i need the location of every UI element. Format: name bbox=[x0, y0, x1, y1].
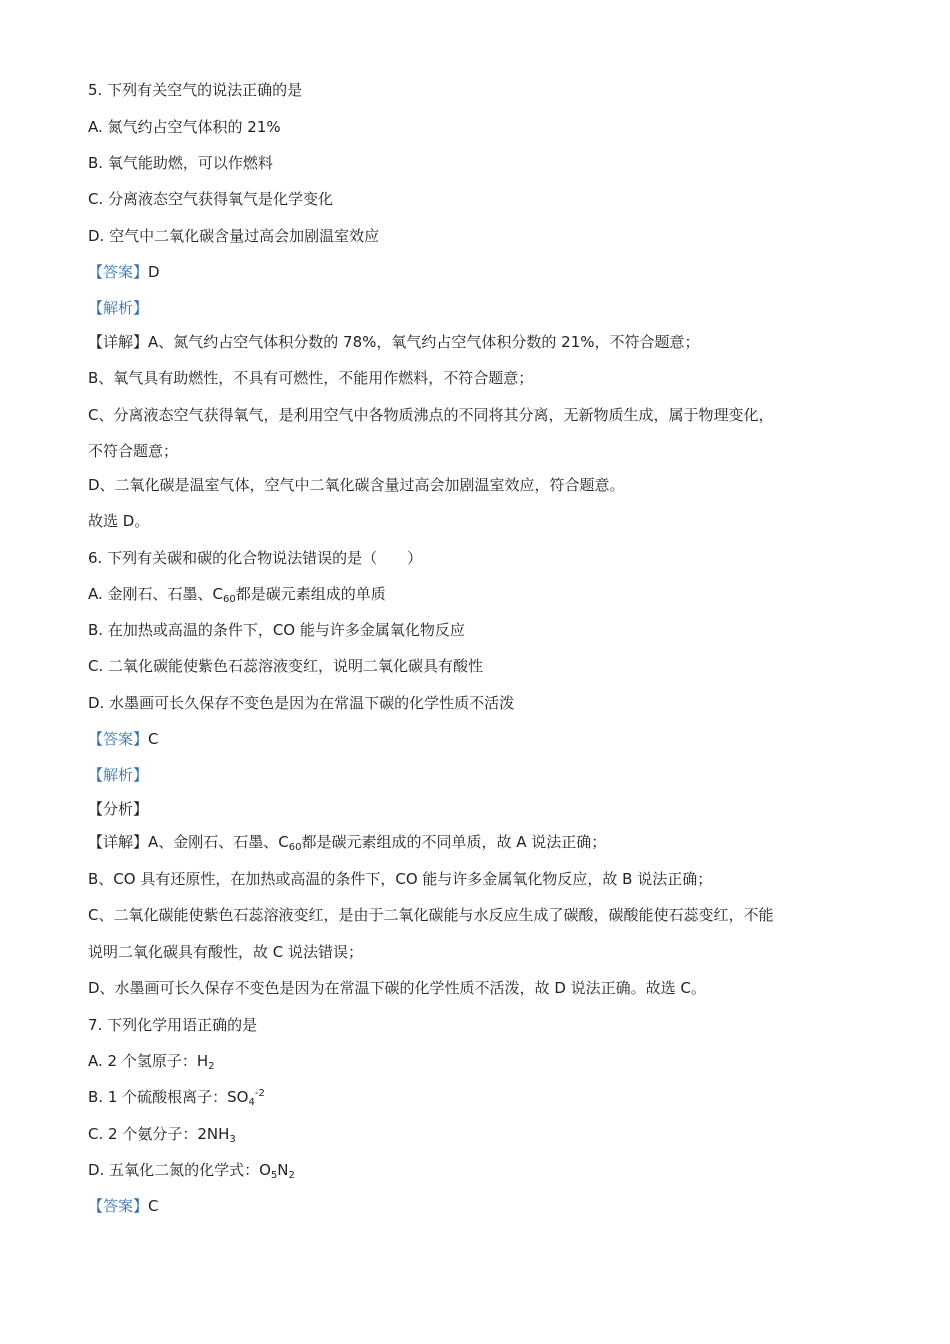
q7-option-b bbox=[88, 1087, 265, 1107]
q5-option-b: B. 氧气能助燃，可以作燃料 bbox=[88, 154, 273, 172]
q5-detail-d: D、二氧化碳是温室气体，空气中二氧化碳含量过高会加剧温室效应，符合题意。 bbox=[88, 476, 625, 494]
subscript: 2 bbox=[288, 1170, 295, 1181]
q5-detail-c2: 不符合题意； bbox=[88, 442, 179, 460]
q7-option-c bbox=[88, 1124, 236, 1144]
q6-detail-d: D、水墨画可长久保存不变色是因为在常温下碳的化学性质不活泼，故 D 说法正确。故选 C。 bbox=[88, 979, 706, 997]
q5-option-c: C. 分离液态空气获得氧气是化学变化 bbox=[88, 190, 334, 208]
detail-text: A、金刚石、石墨、C bbox=[148, 833, 289, 851]
detail-text: A、氮气约占空气体积分数的 78%，氧气约占空气体积分数的 21%，不符合题意； bbox=[148, 333, 700, 351]
q6-option-c: C. 二氧化碳能使紫色石蕊溶液变红，说明二氧化碳具有酸性 bbox=[88, 657, 484, 675]
q7-option-d bbox=[88, 1160, 295, 1180]
q6-detail-c1: C、二氧化碳能使紫色石蕊溶液变红，是由于二氧化碳能与水反应生成了碳酸，碳酸能使石蕊变红，不能 bbox=[88, 906, 774, 924]
q5-option-a: A. 氮气约占空气体积的 21% bbox=[88, 118, 281, 136]
answer-value: C bbox=[148, 730, 159, 748]
subscript: 5 bbox=[270, 1170, 278, 1181]
subscript: 60 bbox=[288, 842, 302, 853]
option-text: D. 五氧化二氮的化学式：O bbox=[88, 1161, 271, 1179]
q5-option-d: D. 空气中二氧化碳含量过高会加剧温室效应 bbox=[88, 227, 380, 245]
q7-stem: 7. 下列化学用语正确的是 bbox=[88, 1016, 258, 1034]
option-text: C. 2 个氨分子：2NH bbox=[88, 1125, 230, 1143]
q6-option-b: B. 在加热或高温的条件下，CO 能与许多金属氧化物反应 bbox=[88, 621, 465, 639]
q5-conclusion: 故选 D。 bbox=[88, 512, 150, 530]
subscript: 2 bbox=[208, 1061, 215, 1072]
option-text: 都是碳元素组成的单质 bbox=[235, 585, 386, 603]
option-text: A. 2 个氢原子：H bbox=[88, 1052, 209, 1070]
q6-option-a bbox=[88, 584, 386, 604]
q6-jiexi-tag: 【解析】 bbox=[88, 766, 149, 784]
q5-detail-b: B、氧气具有助燃性，不具有可燃性，不能用作燃料，不符合题意； bbox=[88, 369, 534, 387]
subscript: 60 bbox=[223, 594, 236, 605]
answer-tag: 【答案】 bbox=[88, 1197, 149, 1215]
answer-value: C bbox=[148, 1197, 159, 1215]
q7-option-a bbox=[88, 1051, 215, 1071]
detail-text: 都是碳元素组成的不同单质，故 A 说法正确； bbox=[301, 833, 607, 851]
q6-stem: 6. 下列有关碳和碳的化合物说法错误的是（ ） bbox=[88, 549, 423, 567]
q5-answer bbox=[88, 262, 160, 282]
answer-value: D bbox=[148, 263, 160, 281]
q6-fenxi-tag: 【分析】 bbox=[88, 800, 149, 818]
detail-tag: 【详解】 bbox=[88, 333, 149, 351]
answer-tag: 【答案】 bbox=[88, 730, 149, 748]
option-text: A. 金刚石、石墨、C bbox=[88, 585, 224, 603]
subscript: 4 bbox=[248, 1097, 255, 1108]
q5-jiexi-tag: 【解析】 bbox=[88, 299, 149, 317]
q6-detail-c2: 说明二氧化碳具有酸性，故 C 说法错误； bbox=[88, 943, 364, 961]
q6-option-d: D. 水墨画可长久保存不变色是因为在常温下碳的化学性质不活泼 bbox=[88, 694, 515, 712]
q5-detail-a bbox=[88, 332, 700, 352]
q5-detail-c1: C、分离液态空气获得氧气，是利用空气中各物质沸点的不同将其分离，无新物质生成，属于物理变化， bbox=[88, 406, 774, 424]
q5-stem: 5. 下列有关空气的说法正确的是 bbox=[88, 81, 303, 99]
q6-detail-b: B、CO 具有还原性，在加热或高温的条件下，CO 能与许多金属氧化物反应，故 B 说法正确； bbox=[88, 870, 713, 888]
detail-tag: 【详解】 bbox=[88, 833, 149, 851]
subscript: 3 bbox=[229, 1134, 236, 1145]
superscript: -2 bbox=[254, 1088, 265, 1099]
option-text: B. 1 个硫酸根离子：SO bbox=[88, 1088, 249, 1106]
q7-answer bbox=[88, 1196, 159, 1216]
q6-answer bbox=[88, 729, 159, 749]
option-text: N bbox=[277, 1161, 289, 1179]
answer-tag: 【答案】 bbox=[88, 263, 149, 281]
q6-detail-a bbox=[88, 832, 606, 852]
